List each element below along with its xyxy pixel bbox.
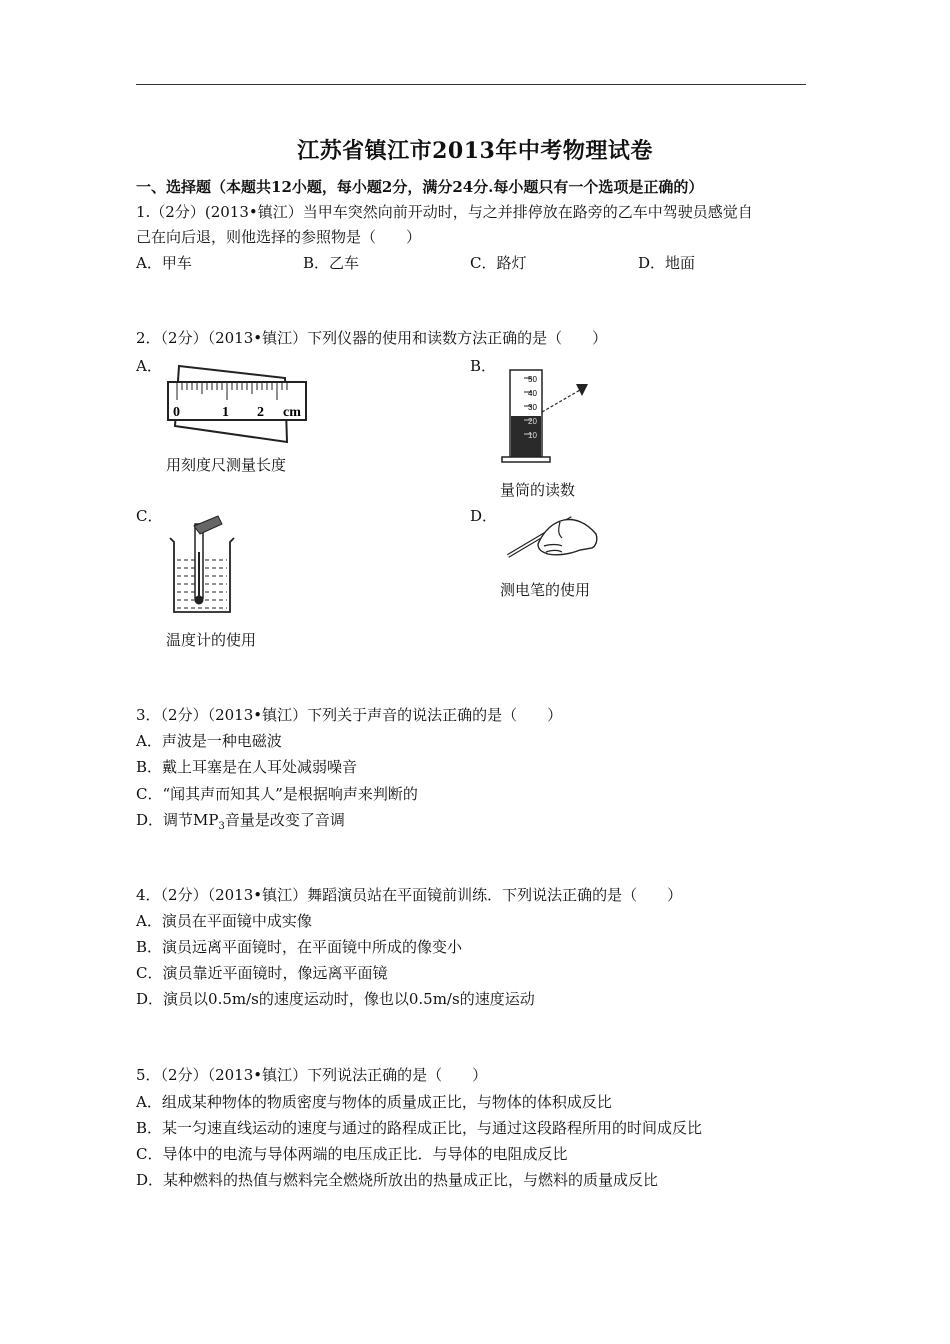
q2-caption-c: 温度计的使用 (166, 631, 257, 649)
q4-option-c: C．演员靠近平面镜时，像远离平面镜 (136, 964, 388, 982)
q3-option-b: B．戴上耳塞是在人耳处减弱噪音 (136, 758, 358, 776)
q5-stem: 5．（2分）（2013•镇江）下列说法正确的是（ ） (136, 1066, 488, 1084)
q2-option-d-label: D． (470, 507, 498, 525)
q4-stem: 4．（2分）（2013•镇江）舞蹈演员站在平面镜前训练．下列说法正确的是（ ） (136, 886, 683, 904)
cylinder-tick-10: 10 (528, 431, 537, 440)
q1-stem-line2: 己在向后退，则他选择的参照物是（ ） (136, 228, 422, 246)
q5-option-a: A．组成某种物体的物质密度与物体的质量成正比，与物体的体积成反比 (136, 1093, 612, 1111)
cylinder-tick-40: 40 (528, 389, 537, 398)
q2-caption-a: 用刻度尺测量长度 (166, 456, 287, 474)
q1-stem-line1: 1.（2分）(2013•镇江）当甲车突然向前开动时，与之并排停放在路旁的乙车中驾驶员感觉自 (136, 203, 753, 221)
q3-option-d-text-end: 音量是改变了音调 (224, 811, 345, 829)
ruler-tick-2: 2 (257, 405, 264, 420)
q4-option-d: D．演员以0.5m/s的速度运动时，像也以0.5m/s的速度运动 (136, 990, 535, 1008)
q2-option-b-label: B． (470, 357, 497, 375)
q3-stem: 3．（2分）（2013•镇江）下列关于声音的说法正确的是（ ） (136, 706, 563, 724)
q3-option-d-subscript: 3 (218, 821, 225, 832)
section-heading: 一、选择题（本题共12小题，每小题2分，满分24分.每小题只有一个选项是正确的） (136, 178, 704, 196)
q3-option-a: A．声波是一种电磁波 (136, 732, 282, 750)
q3-option-d-text: D．调节MP (136, 811, 219, 829)
cylinder-tick-50: 50 (528, 375, 537, 384)
q2-caption-d: 测电笔的使用 (500, 581, 591, 599)
q1-option-d: D．地面 (638, 254, 696, 272)
q4-option-b: B．演员远离平面镜时，在平面镜中所成的像变小 (136, 938, 463, 956)
ruler-tick-cm: cm (283, 405, 301, 420)
thermometer-beaker-figure (164, 512, 244, 616)
ruler-tick-1: 1 (222, 405, 229, 420)
q2-caption-b: 量筒的读数 (500, 481, 576, 499)
q2-option-c-label: C． (136, 507, 163, 525)
ruler-figure (165, 358, 315, 448)
exam-title: 江苏省镇江市2013年中考物理试卷 (297, 138, 653, 164)
q2-stem: 2．（2分）（2013•镇江）下列仪器的使用和读数方法正确的是（ ） (136, 329, 608, 347)
q5-option-b: B．某一匀速直线运动的速度与通过的路程成正比，与通过这段路程所用的时间成反比 (136, 1119, 703, 1137)
q1-option-a: A．甲车 (136, 254, 192, 272)
test-pen-figure (500, 510, 610, 570)
q1-option-c: C．路灯 (470, 254, 527, 272)
q5-option-d: D．某种燃料的热值与燃料完全燃烧所放出的热量成正比，与燃料的质量成反比 (136, 1171, 659, 1189)
q1-option-b: B．乙车 (303, 254, 360, 272)
q3-option-c: C．“闻其声而知其人”是根据响声来判断的 (136, 785, 418, 803)
q3-option-d (136, 810, 345, 837)
cylinder-tick-20: 20 (528, 417, 537, 426)
ruler-tick-0: 0 (173, 405, 180, 420)
q4-option-a: A．演员在平面镜中成实像 (136, 912, 312, 930)
cylinder-tick-30: 30 (528, 403, 537, 412)
q2-option-a-label: A． (136, 357, 162, 375)
q5-option-c: C．导体中的电流与导体两端的电压成正比．与导体的电阻成反比 (136, 1145, 568, 1163)
graduated-cylinder-figure (500, 364, 610, 464)
header-rule (136, 84, 806, 85)
